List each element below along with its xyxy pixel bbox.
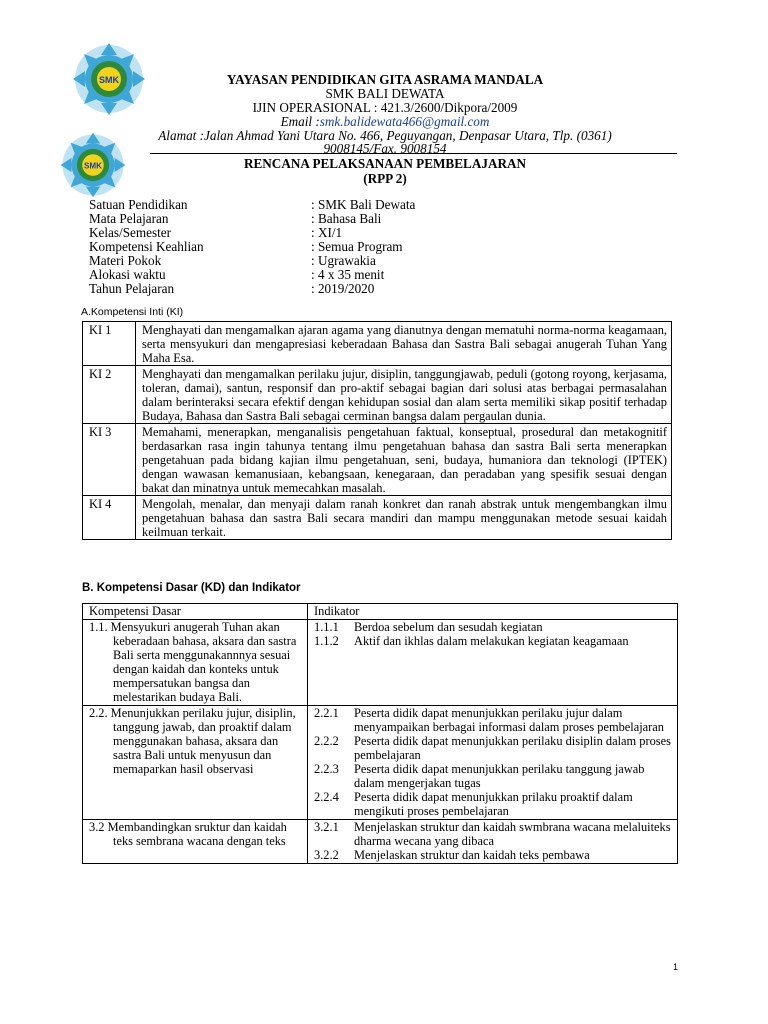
foundation-name: YAYASAN PENDIDIKAN GITA ASRAMA MANDALA — [226, 72, 544, 87]
indicator-number: 2.2.2 — [314, 734, 339, 748]
ki-code: KI 1 — [83, 322, 136, 366]
indicator-text: Menjelaskan struktur dan kaidah swmbrana wacana melaluiteks dharma wecana yang dibaca — [354, 820, 671, 848]
info-row — [89, 282, 374, 296]
page-number: 1 — [673, 962, 679, 972]
indicator-text: Peserta didik dapat menunjukkan perilaku disiplin dalam proses pembelajaran — [354, 734, 671, 762]
document-subtitle: (RPP 2) — [363, 171, 407, 186]
ki-text: Mengolah, menalar, dan menyaji dalam ranah konkret dan ranah abstrak untuk mengembangkan ilmu pengetahuan bahasa dan sastra Bali secara mandiri dan mampu menggunakan metode sesuai kaidah keilmuan terkait. — [136, 496, 672, 540]
indicator-text: Peserta didik dapat menunjukkan perilaku jujur dalam menyampaikan berbagai informasi dalam proses pembelajaran — [354, 706, 664, 734]
column-header: Indikator — [308, 604, 678, 620]
info-row — [89, 240, 403, 254]
info-value: : Ugrawakia — [311, 253, 376, 268]
indicator-item — [314, 848, 673, 862]
indicator-item — [314, 734, 673, 762]
info-row — [89, 198, 415, 212]
info-row — [89, 212, 381, 226]
indicator-number: 3.2.2 — [314, 848, 339, 862]
table-row — [83, 366, 672, 424]
kd-text: 1.1. Mensyukuri anugerah Tuhan akan keberadaan bahasa, aksara dan sastra Bali serta menggunakannnya sesuai dengan kaidah dan konteks untuk mempersatukan bangsa dan melestarikan budaya Bali. — [89, 620, 297, 704]
indicator-text: Peserta didik dapat menunjukkan perilaku tanggung jawab dalam mengerjakan tugas — [354, 762, 645, 790]
ki-text: Memahami, menerapkan, menganalisis pengetahuan faktual, konseptual, prosedural dan metakognitif berdasarkan rasa ingin tahunya tentang ilmu pengetahuan bahasa dan sastra Bali serta menerapkan pengetahuan pada bidang kajian ilmu pengetahuan, seni, budaya, humaniora dan teknologi (IPTEK) dengan wawasan kemanusiaan, kebangsaan, kenegaraan, dan peradaban yang spesifik sesuai dengan bakat dan minatnya untuk memecahkan masalah. — [136, 424, 672, 496]
indicator-item — [314, 620, 673, 634]
info-row — [89, 268, 384, 282]
info-label: Tahun Pelajaran — [89, 281, 175, 296]
info-label: Alokasi waktu — [89, 267, 166, 282]
kd-text: 2.2. Menunjukkan perilaku jujur, disiplin, tanggung jawab, dan proaktif dalam menggunakan bahasa, aksara dan sastra Bali untuk menyusun dan memaparkan hasil observasi — [89, 706, 296, 776]
info-value: : 2019/2020 — [311, 281, 375, 296]
ki-text: Menghayati dan mengamalkan ajaran agama yang dianutnya dengan mematuhi norma-norma keagamaan, serta mensyukuri dan mengapresiasi keberadaan Bahasa dan Sastra Bali sebagai anugerah Tuhan Yang Maha Esa. — [136, 322, 672, 366]
info-value: : 4 x 35 menit — [311, 267, 385, 282]
address-line-1: Alamat :Jalan Ahmad Yani Utara No. 466, Peguyangan, Denpasar Utara, Tlp. (0361) — [158, 128, 612, 143]
indicator-number: 1.1.1 — [314, 620, 339, 634]
info-value: : Bahasa Bali — [311, 211, 382, 226]
info-row — [89, 226, 342, 240]
kd-text: 3.2 Membandingkan sruktur dan kaidah teks sembrana wacana dengan teks — [89, 820, 287, 848]
header-divider — [150, 153, 677, 154]
section-b-heading: B. Kompetensi Dasar (KD) dan Indikator — [82, 582, 301, 594]
table-row — [83, 424, 672, 496]
info-value: : SMK Bali Dewata — [311, 197, 416, 212]
ki-text: Menghayati dan mengamalkan perilaku jujur, disiplin, tanggungjawab, peduli (gotong royong, kerjasama, toleran, damai), santun, responsif dan pro-aktif sebagai bagian dari solusi atas berbagai permasalahan dalam berinteraksi secara efektif dengan kehidupan sosial dan alam serta memiliki sikap positif terhadap Budaya, Bahasa dan Sastra Bali sebagai cerminan bangsa dalam pergaulan dunia. — [136, 366, 672, 424]
indicator-text: Menjelaskan struktur dan kaidah teks pembawa — [354, 848, 590, 862]
school-name: SMK BALI DEWATA — [325, 86, 445, 101]
info-label: Kompetensi Keahlian — [89, 239, 204, 254]
info-label: Satuan Pendidikan — [89, 197, 188, 212]
ki-code: KI 4 — [83, 496, 136, 540]
ki-code: KI 3 — [83, 424, 136, 496]
table-header-row — [83, 604, 678, 620]
column-header: Kompetensi Dasar — [83, 604, 308, 620]
indicator-item — [314, 820, 673, 848]
email-link[interactable]: smk.balidewata466@gmail.com — [319, 114, 490, 129]
info-label: Kelas/Semester — [89, 225, 172, 240]
core-competency-table — [82, 321, 672, 540]
info-value: : XI/1 — [311, 225, 343, 240]
indicator-item — [314, 634, 673, 648]
indicator-text: Berdoa sebelum dan sesudah kegiatan — [354, 620, 543, 634]
indicator-number: 2.2.3 — [314, 762, 339, 776]
section-a-heading: A.Kompetensi Inti (KI) — [81, 306, 184, 318]
indicator-text: Peserta didik dapat menunjukkan prilaku proaktif dalam mengikuti proses pembelajaran — [354, 790, 633, 818]
table-row — [83, 706, 678, 820]
indicator-item — [314, 762, 673, 790]
table-row — [83, 322, 672, 366]
info-label: Materi Pokok — [89, 253, 162, 268]
email-line — [100, 114, 670, 129]
indicator-number: 2.2.1 — [314, 706, 339, 720]
table-row — [83, 820, 678, 864]
info-label: Mata Pelajaran — [89, 211, 169, 226]
indicator-number: 3.2.1 — [314, 820, 339, 834]
table-row — [83, 496, 672, 540]
basic-competency-table — [82, 603, 678, 864]
address-line-2: 9008145/Fax. 9008154 — [323, 141, 447, 156]
ki-code: KI 2 — [83, 366, 136, 424]
logo-text: SMK — [99, 75, 119, 85]
info-value: : Semua Program — [311, 239, 403, 254]
indicator-item — [314, 790, 673, 818]
indicator-number: 1.1.2 — [314, 634, 339, 648]
indicator-text: Aktif dan ikhlas dalam melakukan kegiatan keagamaan — [354, 634, 629, 648]
logo-text: SMK — [84, 161, 102, 171]
indicator-item — [314, 706, 673, 734]
info-row — [89, 254, 376, 268]
table-row — [83, 620, 678, 706]
email-label: Email : — [280, 114, 320, 129]
indicator-number: 2.2.4 — [314, 790, 339, 804]
document-title: RENCANA PELAKSANAAN PEMBELAJARAN — [243, 156, 527, 171]
operational-permit: IJIN OPERASIONAL : 421.3/2600/Dikpora/2009 — [252, 100, 518, 115]
